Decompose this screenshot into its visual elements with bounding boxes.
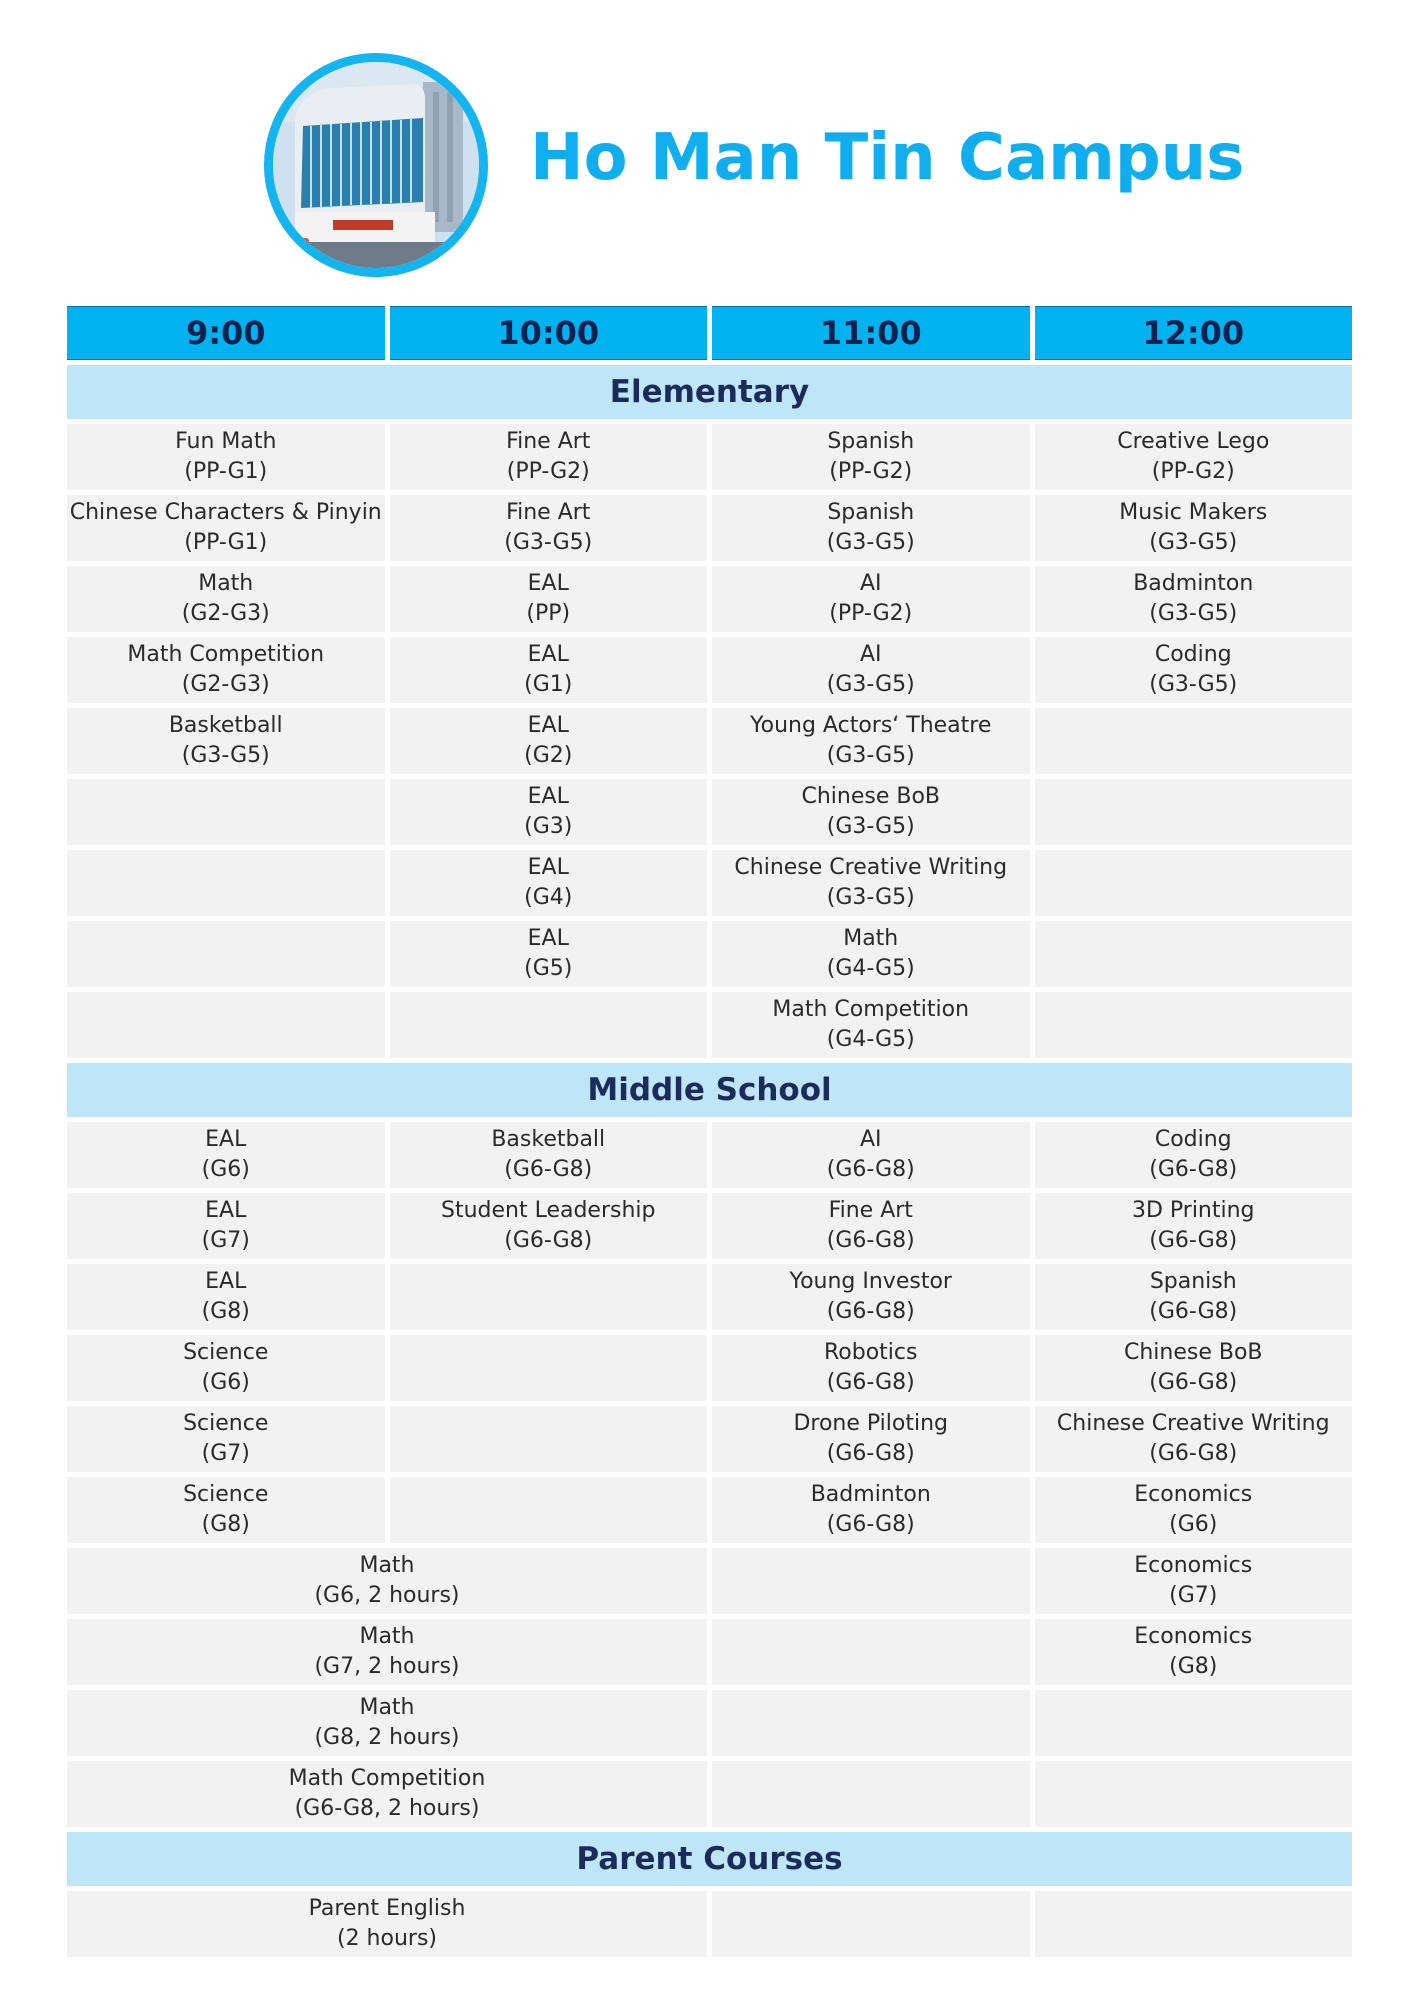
page-header [0,0,1414,290]
class-cell [67,1690,707,1756]
class-name: EAL [527,926,569,951]
class-cell [67,708,385,774]
table-row [67,495,1352,561]
class-name: Math [843,926,899,951]
class-grades: (G1) [524,672,573,697]
class-grades: (G6-G8) [1149,1441,1238,1466]
empty-cell [712,1761,1030,1827]
class-cell [67,1761,707,1827]
class-name: Music Makers [1119,500,1268,525]
empty-cell [712,1619,1030,1685]
class-grades: (PP-G2) [829,459,913,484]
schedule-table [67,306,1352,1962]
class-name: Basketball [168,713,283,738]
class-grades: (PP-G1) [184,459,268,484]
class-grades: (G3-G5) [826,814,915,839]
class-grades: (G3-G5) [826,672,915,697]
class-name: Drone Piloting [793,1411,949,1436]
time-header-12: 12:00 [1035,306,1353,360]
time-header-9: 9:00 [67,306,385,360]
class-grades: (G3-G5) [826,530,915,555]
class-name: Math [359,1624,415,1649]
class-name: 3D Printing [1131,1198,1255,1223]
empty-cell [712,1891,1030,1957]
empty-cell [67,850,385,916]
class-grades: (G6, 2 hours) [314,1583,460,1608]
class-grades: (G8) [1169,1654,1218,1679]
class-grades: (G3-G5) [1149,530,1238,555]
class-grades: (G7) [201,1441,250,1466]
class-name: Chinese BoB [1123,1340,1263,1365]
class-grades: (G3-G5) [826,885,915,910]
empty-cell [390,1335,708,1401]
class-grades: (PP) [526,601,571,626]
class-grades: (G3-G5) [1149,672,1238,697]
class-name: EAL [205,1269,247,1294]
class-name: Young Actors‘ Theatre [750,713,992,738]
empty-cell [1035,850,1353,916]
class-name: Chinese Characters & Pinyin [69,500,382,525]
class-cell [712,495,1030,561]
class-grades: (2 hours) [336,1926,437,1951]
empty-cell [67,992,385,1058]
class-name: Chinese Creative Writing [1056,1411,1330,1436]
class-grades: (G8) [201,1512,250,1537]
class-cell [712,850,1030,916]
empty-cell [390,1406,708,1472]
class-cell [390,708,708,774]
class-grades: (G6-G8) [826,1370,915,1395]
class-grades: (G2-G3) [181,672,270,697]
class-name: EAL [205,1198,247,1223]
table-row [67,1619,1352,1685]
time-header-10: 10:00 [390,306,708,360]
class-name: Robotics [824,1340,918,1365]
class-grades: (G3-G5) [181,743,270,768]
class-cell [67,1193,385,1259]
class-cell [712,1406,1030,1472]
class-grades: (G5) [524,956,573,981]
class-cell [390,850,708,916]
class-name: Spanish [827,429,915,454]
class-name: AI [859,1127,882,1152]
class-name: Economics [1134,1624,1253,1649]
class-cell [1035,1406,1353,1472]
empty-cell [390,1264,708,1330]
table-row [67,779,1352,845]
class-cell [67,1477,385,1543]
class-cell [67,1891,707,1957]
class-grades: (G4-G5) [826,1027,915,1052]
class-cell [712,1122,1030,1188]
class-name: EAL [527,642,569,667]
class-cell [390,495,708,561]
class-name: Math [198,571,254,596]
table-row [67,1193,1352,1259]
class-cell [67,1619,707,1685]
class-cell [390,566,708,632]
table-row [67,424,1352,490]
class-name: Math [359,1695,415,1720]
class-cell [1035,1477,1353,1543]
empty-cell [712,1548,1030,1614]
class-cell [67,566,385,632]
table-row [67,1548,1352,1614]
class-name: Spanish [1149,1269,1237,1294]
class-name: Math [359,1553,415,1578]
empty-cell [712,1690,1030,1756]
class-grades: (G4-G5) [826,956,915,981]
class-cell [712,424,1030,490]
class-name: Math Competition [288,1766,486,1791]
class-cell [67,637,385,703]
class-name: EAL [527,571,569,596]
table-row [67,1406,1352,1472]
class-name: Young Investor [789,1269,952,1294]
class-grades: (G3-G5) [1149,601,1238,626]
empty-cell [390,992,708,1058]
sections-container [67,365,1352,1957]
class-grades: (G8, 2 hours) [314,1725,460,1750]
class-cell [712,1264,1030,1330]
class-grades: (G6-G8) [504,1157,593,1182]
class-cell [390,1193,708,1259]
empty-cell [1035,779,1353,845]
table-row [67,1690,1352,1756]
empty-cell [67,921,385,987]
class-cell [67,495,385,561]
class-grades: (G6) [1169,1512,1218,1537]
class-name: EAL [527,855,569,880]
empty-cell [67,779,385,845]
class-cell [390,637,708,703]
class-name: EAL [205,1127,247,1152]
class-grades: (PP-G2) [506,459,590,484]
class-grades: (G6-G8, 2 hours) [294,1796,480,1821]
class-name: Math Competition [127,642,325,667]
class-cell [712,637,1030,703]
class-name: Basketball [491,1127,606,1152]
empty-cell [1035,1761,1353,1827]
class-cell [1035,1548,1353,1614]
class-cell [712,566,1030,632]
class-grades: (G7) [1169,1583,1218,1608]
empty-cell [1035,1690,1353,1756]
class-grades: (G6) [201,1370,250,1395]
class-name: Badminton [1133,571,1254,596]
class-grades: (G3-G5) [826,743,915,768]
time-header-11: 11:00 [712,306,1030,360]
class-cell [1035,566,1353,632]
campus-building-illustration [273,62,479,268]
class-name: Science [183,1340,269,1365]
class-grades: (G2) [524,743,573,768]
table-row [67,1477,1352,1543]
class-name: Chinese Creative Writing [734,855,1008,880]
class-cell [67,1548,707,1614]
empty-cell [1035,1891,1353,1957]
table-row [67,992,1352,1058]
class-grades: (G6-G8) [826,1512,915,1537]
class-name: AI [859,571,882,596]
class-cell [67,1335,385,1401]
class-cell [1035,1122,1353,1188]
class-grades: (G6-G8) [504,1228,593,1253]
class-name: Economics [1134,1482,1253,1507]
class-grades: (G3) [524,814,573,839]
table-row [67,1761,1352,1827]
class-grades: (G6-G8) [826,1157,915,1182]
class-cell [712,992,1030,1058]
section-header: Elementary [67,365,1352,419]
class-name: Science [183,1482,269,1507]
class-cell [390,1122,708,1188]
class-grades: (PP-G2) [1151,459,1235,484]
class-cell [712,779,1030,845]
class-cell [712,921,1030,987]
section-header: Middle School [67,1063,1352,1117]
class-cell [67,1264,385,1330]
empty-cell [1035,921,1353,987]
table-row [67,1264,1352,1330]
class-grades: (PP-G2) [829,601,913,626]
class-name: Student Leadership [440,1198,656,1223]
class-grades: (G7) [201,1228,250,1253]
class-name: Chinese BoB [801,784,941,809]
class-grades: (G8) [201,1299,250,1324]
table-row [67,850,1352,916]
class-grades: (G6) [201,1157,250,1182]
class-name: Fun Math [175,429,277,454]
class-name: Spanish [827,500,915,525]
class-grades: (G2-G3) [181,601,270,626]
table-row [67,566,1352,632]
class-cell [67,1406,385,1472]
page-title: Ho Man Tin Campus [530,121,1245,195]
class-grades: (G6-G8) [1149,1370,1238,1395]
class-name: EAL [527,713,569,738]
class-cell [1035,495,1353,561]
empty-cell [1035,992,1353,1058]
class-grades: (G6-G8) [826,1228,915,1253]
class-name: Math Competition [772,997,970,1022]
class-grades: (G6-G8) [826,1441,915,1466]
class-cell [1035,1335,1353,1401]
empty-cell [1035,708,1353,774]
class-grades: (G7, 2 hours) [314,1654,460,1679]
empty-cell [390,1477,708,1543]
class-cell [390,921,708,987]
class-cell [67,424,385,490]
table-row [67,1891,1352,1957]
class-name: Fine Art [506,429,591,454]
class-grades: (G6-G8) [1149,1299,1238,1324]
class-cell [1035,637,1353,703]
class-name: Fine Art [506,500,591,525]
class-grades: (G6-G8) [1149,1157,1238,1182]
table-row [67,1122,1352,1188]
class-name: Economics [1134,1553,1253,1578]
class-name: Fine Art [828,1198,913,1223]
table-row [67,708,1352,774]
class-name: Coding [1154,1127,1232,1152]
campus-photo [264,53,488,277]
class-grades: (G6-G8) [1149,1228,1238,1253]
table-row [67,921,1352,987]
table-row [67,1335,1352,1401]
class-cell [1035,1619,1353,1685]
class-name: Parent English [308,1896,466,1921]
class-cell [712,1193,1030,1259]
table-row [67,637,1352,703]
class-grades: (G3-G5) [504,530,593,555]
class-cell [1035,1193,1353,1259]
class-cell [390,779,708,845]
class-name: Coding [1154,642,1232,667]
class-cell [712,708,1030,774]
class-name: AI [859,642,882,667]
class-name: EAL [527,784,569,809]
class-name: Badminton [810,1482,931,1507]
class-cell [712,1477,1030,1543]
class-name: Science [183,1411,269,1436]
class-name: Creative Lego [1117,429,1270,454]
class-cell [1035,1264,1353,1330]
class-grades: (PP-G1) [184,530,268,555]
class-cell [1035,424,1353,490]
class-grades: (G6-G8) [826,1299,915,1324]
time-header-row [67,306,1352,360]
class-cell [712,1335,1030,1401]
section-header: Parent Courses [67,1832,1352,1886]
class-cell [390,424,708,490]
class-cell [67,1122,385,1188]
class-grades: (G4) [524,885,573,910]
